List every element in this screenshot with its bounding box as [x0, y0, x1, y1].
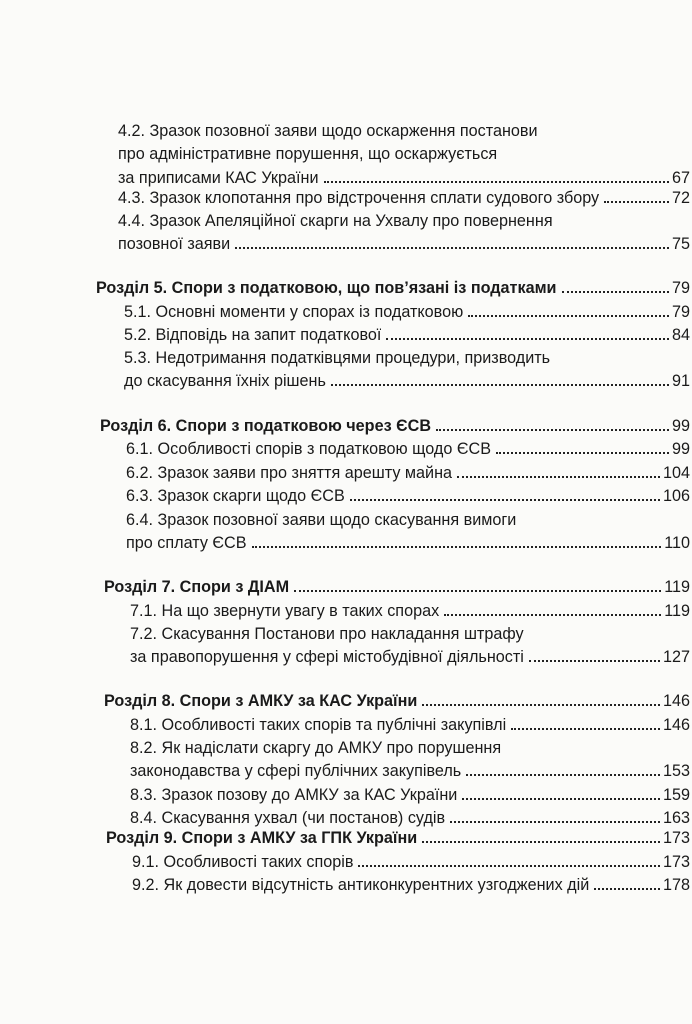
dot-leader: [457, 476, 660, 478]
toc-entry-title: 8.1. Особливості таких спорів та публічні закупівлі: [130, 716, 507, 734]
toc-page-number: 110: [664, 534, 690, 553]
toc-entry-line: 4.2. Зразок позовної заяви щодо оскарження постанови: [118, 122, 538, 140]
toc-page-number: 79: [671, 279, 690, 297]
dot-leader: [468, 315, 669, 317]
toc-page-number: 153: [662, 762, 690, 781]
toc-entry-line: 4.4. Зразок Апеляційної скарги на Ухвалу про повернення: [118, 212, 553, 230]
toc-page-number: 106: [662, 487, 690, 505]
toc-page-number: 91: [671, 372, 690, 391]
toc-page-number: 173: [662, 853, 690, 871]
toc-subsection-entry[interactable]: [126, 533, 690, 553]
toc-page-number: 84: [671, 326, 690, 344]
dot-leader: [450, 821, 660, 823]
toc-subsection-entry[interactable]: [126, 463, 690, 483]
toc-subsection-entry[interactable]: [130, 808, 690, 828]
toc-entry-title: за правопорушення у сфері містобудівної діяльності: [130, 648, 524, 667]
toc-entry-title: Розділ 8. Спори з АМКУ за КАС України: [104, 692, 418, 710]
toc-subsection-entry[interactable]: [126, 486, 690, 506]
toc-section-entry[interactable]: [100, 416, 690, 436]
toc-entry-title: 7.1. На що звернути увагу в таких спорах: [130, 602, 440, 620]
toc-section-entry[interactable]: [96, 278, 690, 298]
toc-entry-line: 8.2. Як надіслати скаргу до АМКУ про порушення: [130, 739, 502, 757]
toc-page-number: 79: [671, 303, 690, 321]
toc-entry-title: законодавства у сфері публічних закупівель: [130, 762, 462, 781]
toc-subsection-entry[interactable]: [130, 785, 690, 805]
toc-page-number: 127: [662, 648, 690, 667]
dot-leader: [294, 590, 661, 592]
dot-leader: [529, 660, 660, 662]
dot-leader: [436, 429, 669, 431]
dot-leader: [444, 614, 661, 616]
dot-leader: [422, 841, 660, 843]
toc-entry-line: 7.2. Скасування Постанови про накладання штрафу: [130, 625, 524, 643]
toc-entry-title: 4.3. Зразок клопотання про відстрочення сплати судового збору: [118, 189, 600, 207]
toc-page-number: 146: [662, 716, 690, 734]
toc-entry-title: 6.2. Зразок заяви про зняття арешту майна: [126, 464, 453, 482]
toc-entry-title: позовної заяви: [118, 235, 231, 254]
toc-entry-title: 8.3. Зразок позову до АМКУ за КАС України: [130, 786, 458, 804]
toc-page-number: 72: [671, 189, 690, 207]
dot-leader: [350, 499, 660, 501]
toc-subsection-entry[interactable]: [118, 188, 690, 208]
toc-entry-title: 6.1. Особливості спорів з податковою щодо ЄСВ: [126, 440, 491, 458]
toc-entry-title: Розділ 7. Спори з ДІАМ: [104, 578, 290, 596]
toc-entry-title: 5.1. Основні моменти у спорах із податковою: [124, 303, 464, 321]
toc-entry-title: Розділ 5. Спори з податковою, що пов’язані із податками: [96, 279, 557, 297]
toc-subsection-entry[interactable]: [118, 168, 690, 188]
toc-entry-title: 6.3. Зразок скарги щодо ЄСВ: [126, 487, 345, 505]
toc-subsection-entry[interactable]: [118, 234, 690, 254]
toc-entry-line: про адміністративне порушення, що оскаржується: [118, 145, 498, 164]
toc-entry-title: Розділ 9. Спори з АМКУ за ГПК України: [106, 829, 418, 847]
toc-subsection-entry[interactable]: [132, 852, 690, 872]
toc-section-entry[interactable]: [104, 577, 690, 597]
dot-leader: [562, 291, 669, 293]
dot-leader: [324, 181, 669, 183]
toc-entry-title: за приписами КАС України: [118, 168, 319, 187]
toc-section-entry[interactable]: [104, 691, 690, 711]
dot-leader: [466, 774, 660, 776]
dot-leader: [386, 338, 669, 340]
dot-leader: [252, 546, 662, 548]
toc-entry-title: 9.1. Особливості таких спорів: [132, 853, 354, 871]
toc-page-number: 67: [671, 168, 690, 187]
toc-subsection-entry[interactable]: [124, 302, 690, 322]
toc-page-number: 163: [662, 809, 690, 827]
toc-entry-title: 9.2. Як довести відсутність антиконкурентних узгоджених дій: [132, 876, 590, 894]
toc-page-number: 178: [662, 876, 690, 894]
toc-subsection-entry[interactable]: [130, 715, 690, 735]
dot-leader: [235, 247, 669, 249]
dot-leader: [496, 452, 669, 454]
dot-leader: [331, 384, 669, 386]
toc-page-number: 119: [664, 602, 690, 620]
dot-leader: [604, 201, 669, 203]
toc-entry-title: 5.2. Відповідь на запит податкової: [124, 326, 382, 344]
toc-subsection-entry[interactable]: [130, 761, 690, 781]
toc-page-number: 75: [671, 235, 690, 254]
toc-subsection-entry[interactable]: [130, 647, 690, 667]
toc-entry-line: 6.4. Зразок позовної заяви щодо скасування вимоги: [126, 511, 517, 529]
toc-page-number: 104: [662, 464, 690, 482]
toc-section-entry[interactable]: [106, 828, 690, 848]
toc-subsection-entry[interactable]: [130, 601, 690, 621]
toc-subsection-entry[interactable]: [126, 439, 690, 459]
toc-page-number: 146: [662, 692, 690, 710]
toc-subsection-entry[interactable]: [124, 371, 690, 391]
dot-leader: [594, 888, 660, 890]
toc-entry-title: про сплату ЄСВ: [126, 534, 247, 553]
toc-entry-title: 8.4. Скасування ухвал (чи постанов) судів: [130, 809, 446, 827]
toc-entry-title: Розділ 6. Спори з податковою через ЄСВ: [100, 417, 432, 435]
toc-entry-line: 5.3. Недотримання податківцями процедури, призводить: [124, 349, 551, 367]
toc-page-number: 99: [671, 440, 690, 458]
toc-subsection-entry[interactable]: [132, 875, 690, 895]
dot-leader: [511, 728, 660, 730]
dot-leader: [462, 798, 660, 800]
toc-entry-title: до скасування їхніх рішень: [124, 372, 326, 391]
toc-subsection-entry[interactable]: [124, 325, 690, 345]
toc-page-number: 119: [664, 578, 690, 596]
dot-leader: [422, 704, 660, 706]
toc-page-number: 99: [671, 417, 690, 435]
toc-page-number: 173: [662, 829, 690, 847]
dot-leader: [358, 865, 660, 867]
toc-page-number: 159: [662, 786, 690, 804]
